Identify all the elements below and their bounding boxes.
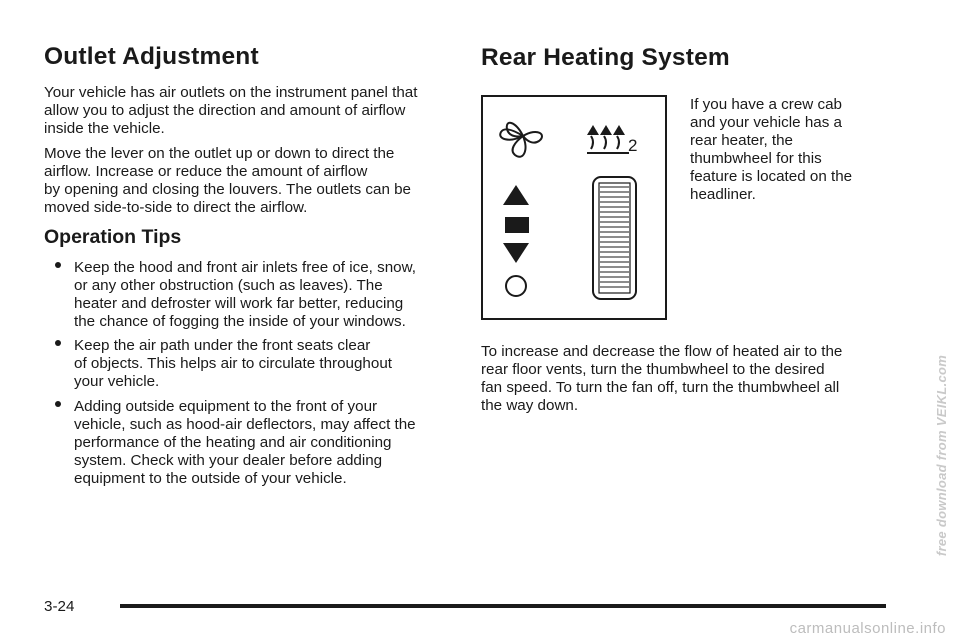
text-line: Adding outside equipment to the front of your	[74, 398, 378, 415]
text-line: headliner.	[690, 186, 756, 203]
text-line: equipment to the outside of your vehicle.	[74, 470, 347, 487]
text-line: Move the lever on the outlet up or down to direct the	[44, 145, 395, 162]
text-line: Keep the hood and front air inlets free of ice, snow,	[74, 259, 416, 276]
watermark-text: free download from VEIKL.com	[934, 354, 950, 556]
text-line: inside the vehicle.	[44, 120, 165, 137]
subsection-title-operation-tips: Operation Tips	[44, 226, 182, 248]
text-line: rear floor vents, turn the thumbwheel to the desired	[481, 361, 825, 378]
text-line: Keep the air path under the front seats clear	[74, 337, 371, 354]
text-line: by opening and closing the louvers. The outlets can be	[44, 181, 411, 198]
text-line: If you have a crew cab	[690, 96, 842, 113]
stop-bar-icon	[505, 217, 529, 233]
text-line: and your vehicle has a	[690, 114, 842, 131]
bullet-dot-icon	[55, 262, 61, 268]
heat-level-label: 2	[628, 136, 638, 155]
fan-icon	[500, 123, 542, 157]
text-line: the chance of fogging the inside of your windows.	[74, 313, 406, 330]
rear-heat-icon	[587, 125, 637, 155]
text-line: your vehicle.	[74, 373, 160, 390]
text-line: To increase and decrease the flow of heated air to the	[481, 343, 843, 360]
rear-heater-control-figure	[481, 95, 667, 320]
text-line: Your vehicle has air outlets on the instrument panel that	[44, 84, 418, 101]
text-line: or any other obstruction (such as leaves). The	[74, 277, 383, 294]
text-line: heater and defroster will work far better, reducing	[74, 295, 404, 312]
text-line: system. Check with your dealer before adding	[74, 452, 383, 469]
footer-rule	[120, 604, 886, 608]
outlet-paragraph-1	[44, 84, 417, 138]
bullet-dot-icon	[55, 340, 61, 346]
off-circle-icon	[506, 276, 526, 296]
text-line: vehicle, such as hood-air deflectors, may affect the	[74, 416, 416, 433]
bullet-dot-icon	[55, 401, 61, 407]
text-line: airflow. Increase or reduce the amount of airflow	[44, 163, 368, 180]
text-line: allow you to adjust the direction and amount of airflow	[44, 102, 406, 119]
text-line: thumbwheel for this	[690, 150, 822, 167]
section-title-rear-heating-system: Rear Heating System	[481, 44, 730, 71]
text-line: moved side-to-side to direct the airflow.	[44, 199, 308, 216]
arrow-down-icon	[503, 243, 529, 263]
control-panel-illustration	[483, 97, 669, 322]
text-line: feature is located on the	[690, 168, 853, 185]
outlet-paragraph-2	[44, 145, 411, 217]
section-title-outlet-adjustment: Outlet Adjustment	[44, 43, 259, 70]
text-line: performance of the heating and air conditioning	[74, 434, 392, 451]
text-line: fan speed. To turn the fan off, turn the thumbwheel all	[481, 379, 840, 396]
rear-heater-side-text	[690, 96, 852, 204]
text-line: rear heater, the	[690, 132, 794, 149]
watermark	[922, 330, 960, 580]
page-number: 3-24	[44, 598, 75, 615]
text-line: of objects. This helps air to circulate throughout	[74, 355, 392, 372]
text-line: the way down.	[481, 397, 579, 414]
thumbwheel[interactable]	[593, 177, 636, 299]
footer-site-text: carmanualsonline.info	[789, 620, 946, 637]
arrow-up-icon	[503, 185, 529, 205]
rear-heater-paragraph	[481, 343, 842, 415]
